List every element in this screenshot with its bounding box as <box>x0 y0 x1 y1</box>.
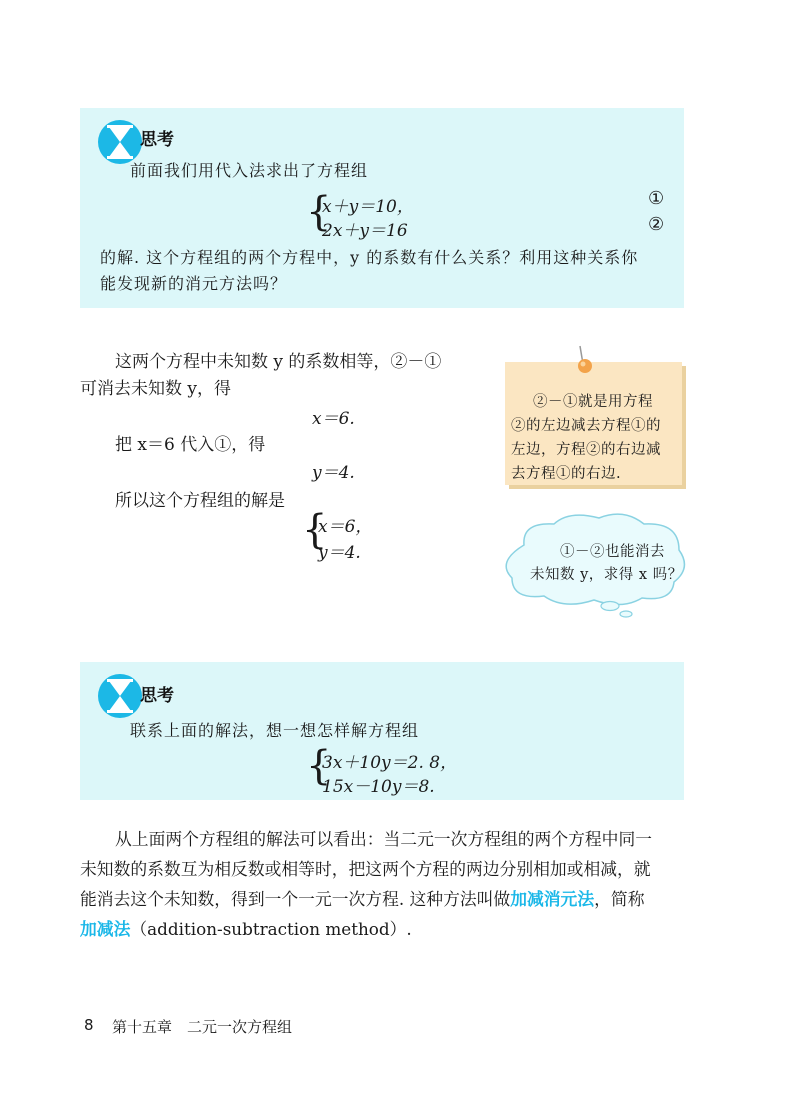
solution-line-2: 可消去未知数 y，得 <box>80 379 232 399</box>
solution-line-1: 这两个方程中未知数 y 的系数相等，②－① <box>115 352 442 372</box>
think-intro: 联系上面的解法，想一想怎样解方程组 <box>130 721 420 740</box>
think-question-line-2: 能发现新的消元方法吗？ <box>100 274 288 293</box>
solution-line-4: 所以这个方程组的解是 <box>115 491 285 511</box>
equation-number-2: ② <box>648 214 665 235</box>
think-question-line-1: 的解. 这个方程组的两个方程中，y 的系数有什么关系？利用这种关系你 <box>100 248 639 267</box>
equation-1: x＋y＝10， <box>322 197 414 217</box>
equation-1: 3x＋10y＝2. 8， <box>322 753 458 773</box>
brace: { <box>306 743 332 789</box>
term-addition-method: 加减法 <box>80 919 131 939</box>
note-line-2: ②的左边减去方程①的 <box>511 418 661 434</box>
conclusion-text: 能消去这个未知数，得到一个一元一次方程. 这种方法叫做 <box>80 889 511 909</box>
think-title: 思考 <box>140 130 174 150</box>
english-term: （addition-subtraction method）. <box>130 919 412 939</box>
think-intro: 前面我们用代入法求出了方程组 <box>130 161 369 180</box>
conclusion-line-4 <box>80 916 412 940</box>
term-elimination-method: 加减消元法 <box>510 889 595 909</box>
solution-line-3: 把 x＝6 代入①，得 <box>115 435 266 455</box>
page-number: 8 <box>84 1016 94 1034</box>
result-x: x＝6. <box>312 409 355 429</box>
chapter-title: 第十五章 二元一次方程组 <box>112 1018 293 1036</box>
brace: { <box>306 189 332 235</box>
solution-x: x＝6， <box>318 517 373 537</box>
think-title: 思考 <box>140 686 174 706</box>
think-box-2 <box>80 662 684 800</box>
side-note <box>505 362 682 485</box>
note-line-1: ②－①就是用方程 <box>533 394 653 410</box>
solution-y: y＝4. <box>318 543 361 563</box>
equation-number-1: ① <box>648 188 665 209</box>
bubble-line-1: ①－②也能消去 <box>560 544 665 560</box>
note-line-4: 去方程①的右边. <box>511 466 622 482</box>
equation-2: 2x＋y＝16 <box>322 221 408 241</box>
note-line-3: 左边，方程②的右边减 <box>511 442 661 458</box>
result-y: y＝4. <box>312 463 355 483</box>
brace: { <box>302 507 328 553</box>
bubble-line-2: 未知数 y，求得 x 吗？ <box>530 567 683 583</box>
conclusion-line-1: 从上面两个方程组的解法可以看出：当二元一次方程组的两个方程中同一 <box>115 829 653 849</box>
conclusion-line-2: 未知数的系数互为相反数或相等时，把这两个方程的两边分别相加或相减，就 <box>80 859 651 879</box>
conclusion-text: ，简称 <box>594 889 645 909</box>
think-box-1 <box>80 108 684 308</box>
pushpin-icon <box>568 342 598 376</box>
equation-2: 15x－10y＝8. <box>322 777 435 797</box>
conclusion-line-3 <box>80 886 644 910</box>
